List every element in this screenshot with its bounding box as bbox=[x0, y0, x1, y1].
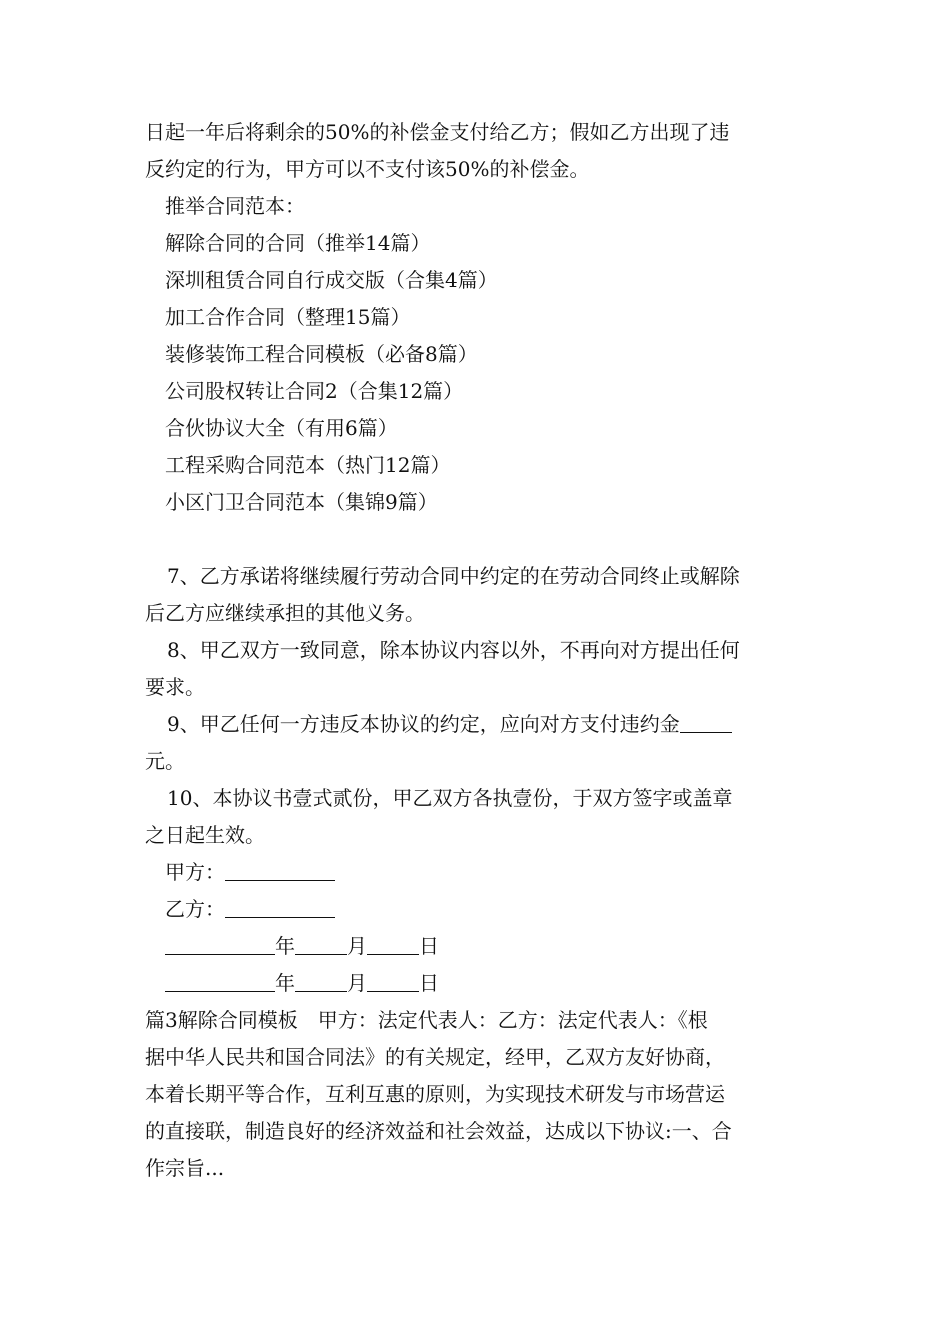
next-article-line-2: 据中华人民共和国合同法》的有关规定，经甲，乙双方友好协商， bbox=[145, 1045, 725, 1069]
date-line-1 bbox=[145, 928, 809, 965]
party-b-blank bbox=[225, 897, 335, 918]
recommend-link-7[interactable]: 工程采购合同范本（热门12篇） bbox=[165, 453, 451, 477]
party-b-label: 乙方： bbox=[165, 897, 225, 921]
document-page bbox=[145, 114, 809, 1187]
recommend-link-8[interactable]: 小区门卫合同范本（集锦9篇） bbox=[165, 490, 438, 514]
year-blank bbox=[165, 934, 275, 955]
month-label: 月 bbox=[347, 934, 367, 958]
clause-9-line-2: 元。 bbox=[145, 749, 185, 773]
intro-line-1: 日起一年后将剩余的50%的补偿金支付给乙方；假如乙方出现了违 bbox=[145, 120, 730, 144]
recommend-link-4[interactable]: 装修装饰工程合同模板（必备8篇） bbox=[165, 342, 478, 366]
recommend-link-5[interactable]: 公司股权转让合同2（合集12篇） bbox=[165, 379, 464, 403]
year-blank bbox=[165, 971, 275, 992]
clause-7-line-1: 7、乙方承诺将继续履行劳动合同中约定的在劳动合同终止或解除 bbox=[167, 564, 740, 588]
clause-10-line-2: 之日起生效。 bbox=[145, 823, 265, 847]
clause-8-line-1: 8、甲乙双方一致同意，除本协议内容以外，不再向对方提出任何 bbox=[167, 638, 740, 662]
date-line-2 bbox=[145, 965, 809, 1002]
recommend-link-6[interactable]: 合伙协议大全（有用6篇） bbox=[165, 416, 398, 440]
month-label: 月 bbox=[347, 971, 367, 995]
party-b-signature bbox=[145, 891, 809, 928]
recommend-link-3[interactable]: 加工合作合同（整理15篇） bbox=[165, 305, 411, 329]
year-label: 年 bbox=[275, 934, 295, 958]
intro-line-2: 反约定的行为，甲方可以不支付该50%的补偿金。 bbox=[145, 157, 590, 181]
recommend-link-1[interactable]: 解除合同的合同（推举14篇） bbox=[165, 231, 431, 255]
party-a-label: 甲方： bbox=[165, 860, 225, 884]
clause-10-line-1: 10、本协议书壹式贰份，甲乙双方各执壹份，于双方签字或盖章 bbox=[167, 786, 733, 810]
month-blank bbox=[295, 971, 347, 992]
clause-8-line-2: 要求。 bbox=[145, 675, 205, 699]
clause-7-line-2: 后乙方应继续承担的其他义务。 bbox=[145, 601, 425, 625]
party-a-signature bbox=[145, 854, 809, 891]
day-label: 日 bbox=[419, 971, 439, 995]
clause-9-text: 9、甲乙任何一方违反本协议的约定，应向对方支付违约金 bbox=[167, 712, 680, 736]
next-article-line-3: 本着长期平等合作，互利互惠的原则，为实现技术研发与市场营运 bbox=[145, 1082, 725, 1106]
month-blank bbox=[295, 934, 347, 955]
clause-9-line-1 bbox=[145, 706, 809, 743]
penalty-amount-blank bbox=[680, 712, 732, 733]
day-label: 日 bbox=[419, 934, 439, 958]
next-article-line-1: 篇3解除合同模板 甲方：法定代表人：乙方：法定代表人：《根 bbox=[145, 1008, 708, 1032]
recommend-link-2[interactable]: 深圳租赁合同自行成交版（合集4篇） bbox=[165, 268, 498, 292]
next-article-line-4: 的直接联，制造良好的经济效益和社会效益，达成以下协议:一、合 bbox=[145, 1119, 732, 1143]
next-article-line-5: 作宗旨... bbox=[145, 1156, 225, 1180]
day-blank bbox=[367, 971, 419, 992]
day-blank bbox=[367, 934, 419, 955]
party-a-blank bbox=[225, 860, 335, 881]
year-label: 年 bbox=[275, 971, 295, 995]
spacer bbox=[145, 521, 809, 558]
recommend-heading: 推举合同范本： bbox=[165, 194, 305, 218]
